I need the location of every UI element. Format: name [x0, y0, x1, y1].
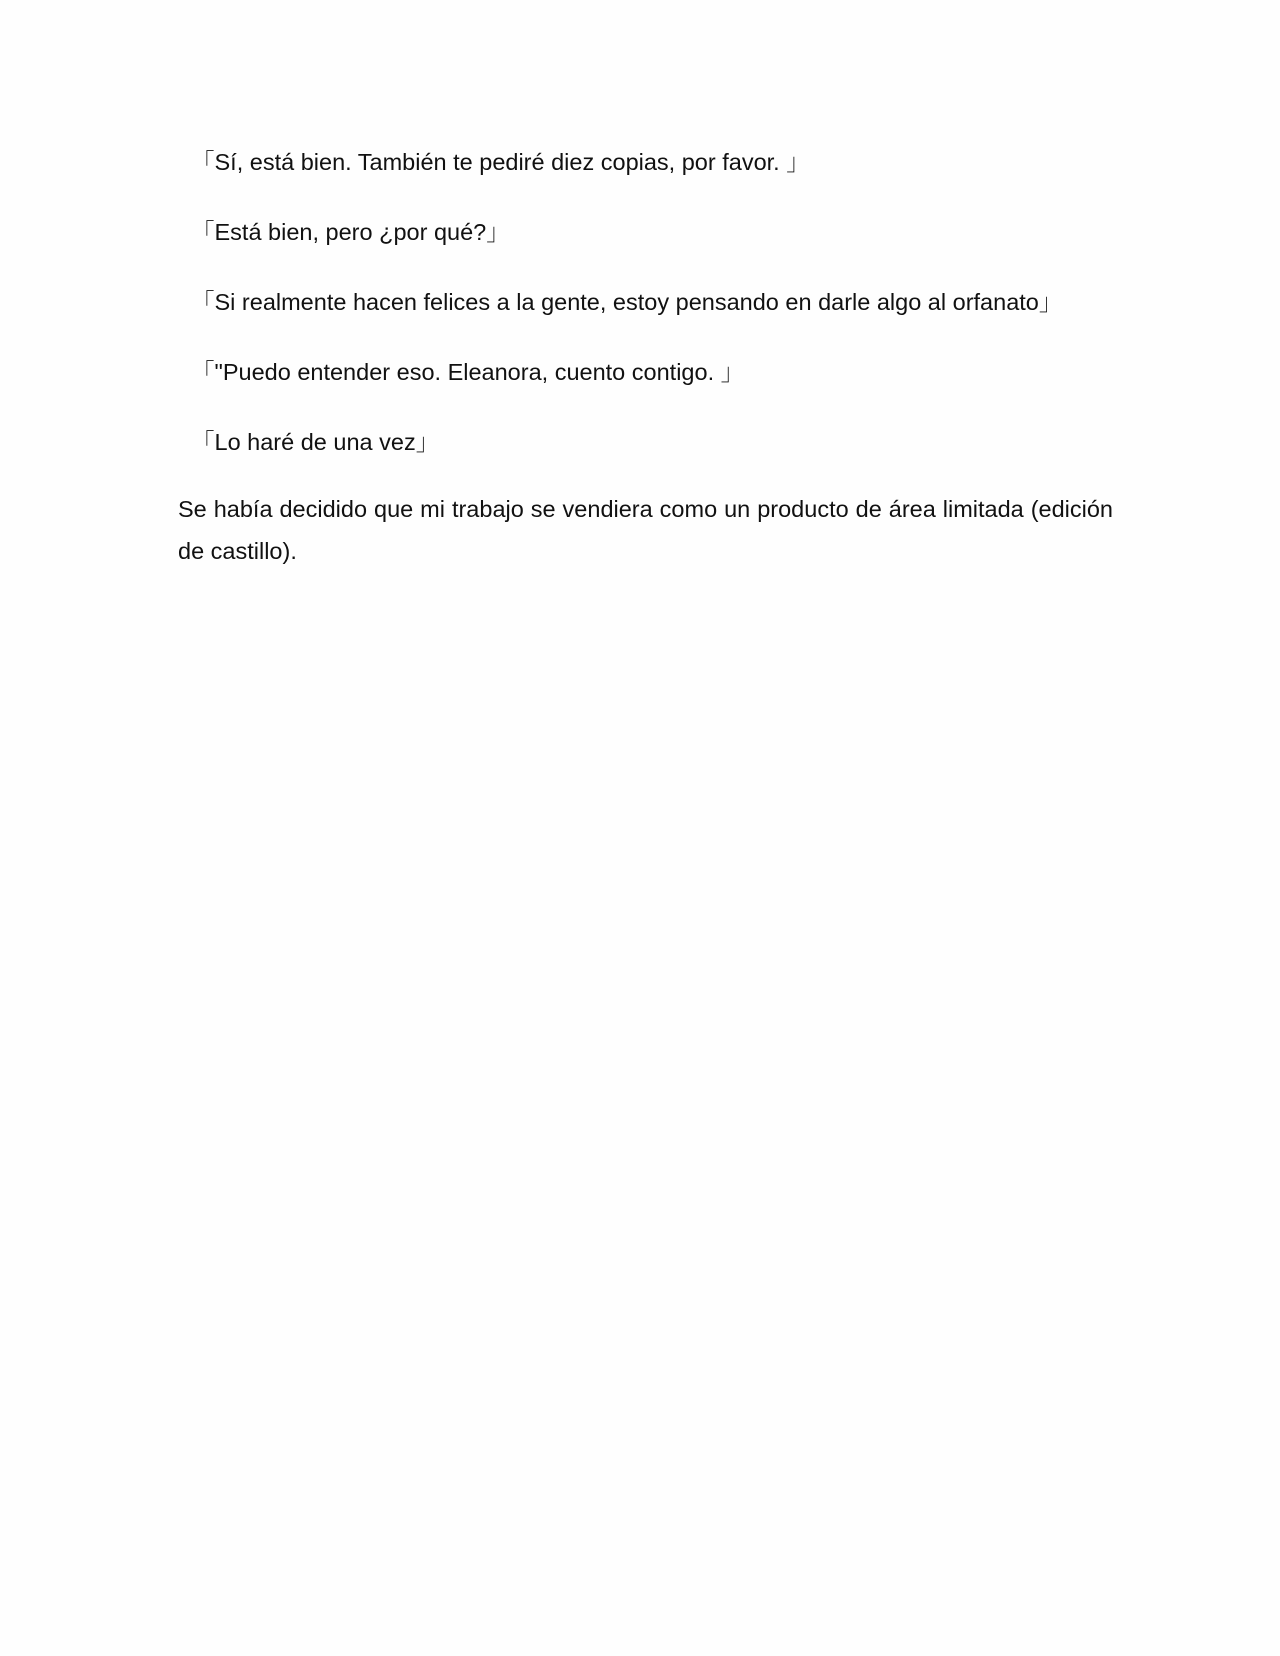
dialogue-line: 「Si realmente hacen felices a la gente, estoy pensando en darle algo al orfanato」 [191, 289, 1063, 315]
narration-paragraph: Se había decidido que mi trabajo se vendiera como un producto de área limitada (edición de castillo). [178, 496, 1113, 564]
dialogue-line: 「Lo haré de una vez」 [191, 429, 440, 455]
dialogue-line: 「Sí, está bien. También te pediré diez copias, por favor. 」 [191, 149, 810, 175]
dialogue-line: 「"Puedo entender eso. Eleanora, cuento contigo. 」 [191, 359, 745, 385]
dialogue-line: 「Está bien, pero ¿por qué?」 [191, 219, 510, 245]
document-body [178, 144, 1113, 572]
